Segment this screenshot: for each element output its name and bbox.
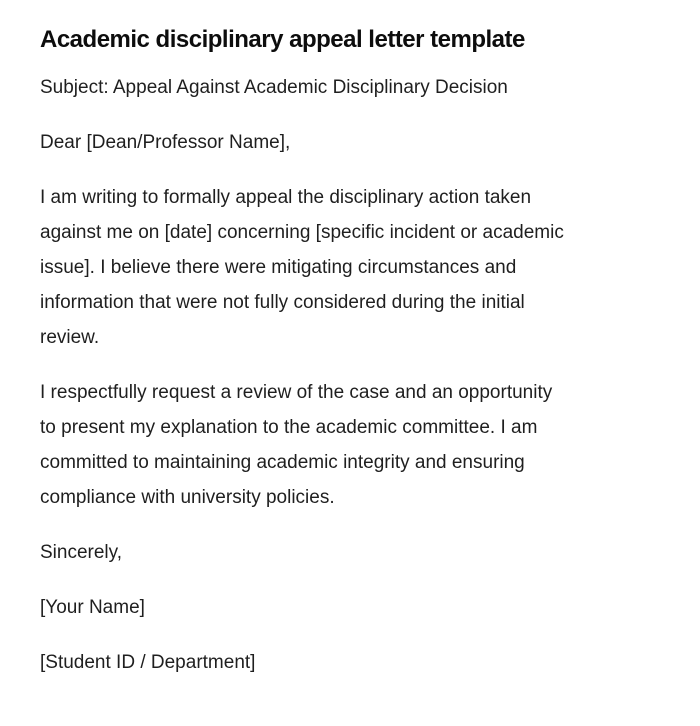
salutation-line: Dear [Dean/Professor Name],: [40, 132, 291, 153]
signature-id-department-line: [Student ID / Department]: [40, 652, 256, 673]
closing-line: Sincerely,: [40, 542, 123, 563]
subject-line: Subject: Appeal Against Academic Disciplinary Decision: [40, 77, 508, 98]
signature-name-line: [Your Name]: [40, 597, 145, 618]
body-paragraph-1: [40, 180, 680, 355]
text-line: compliance with university policies.: [40, 487, 335, 508]
text-line: review.: [40, 327, 100, 348]
page-title: Academic disciplinary appeal letter template: [40, 26, 525, 53]
text-line: against me on [date] concerning [specific incident or academic: [40, 222, 564, 243]
text-line: information that were not fully considered during the initial: [40, 292, 525, 313]
text-line: to present my explanation to the academic committee. I am: [40, 417, 538, 438]
text-line: committed to maintaining academic integrity and ensuring: [40, 452, 525, 473]
text-line: I am writing to formally appeal the disciplinary action taken: [40, 187, 532, 208]
text-line: I respectfully request a review of the case and an opportunity: [40, 382, 553, 403]
text-line: issue]. I believe there were mitigating circumstances and: [40, 257, 517, 278]
body-paragraph-2: [40, 375, 680, 515]
